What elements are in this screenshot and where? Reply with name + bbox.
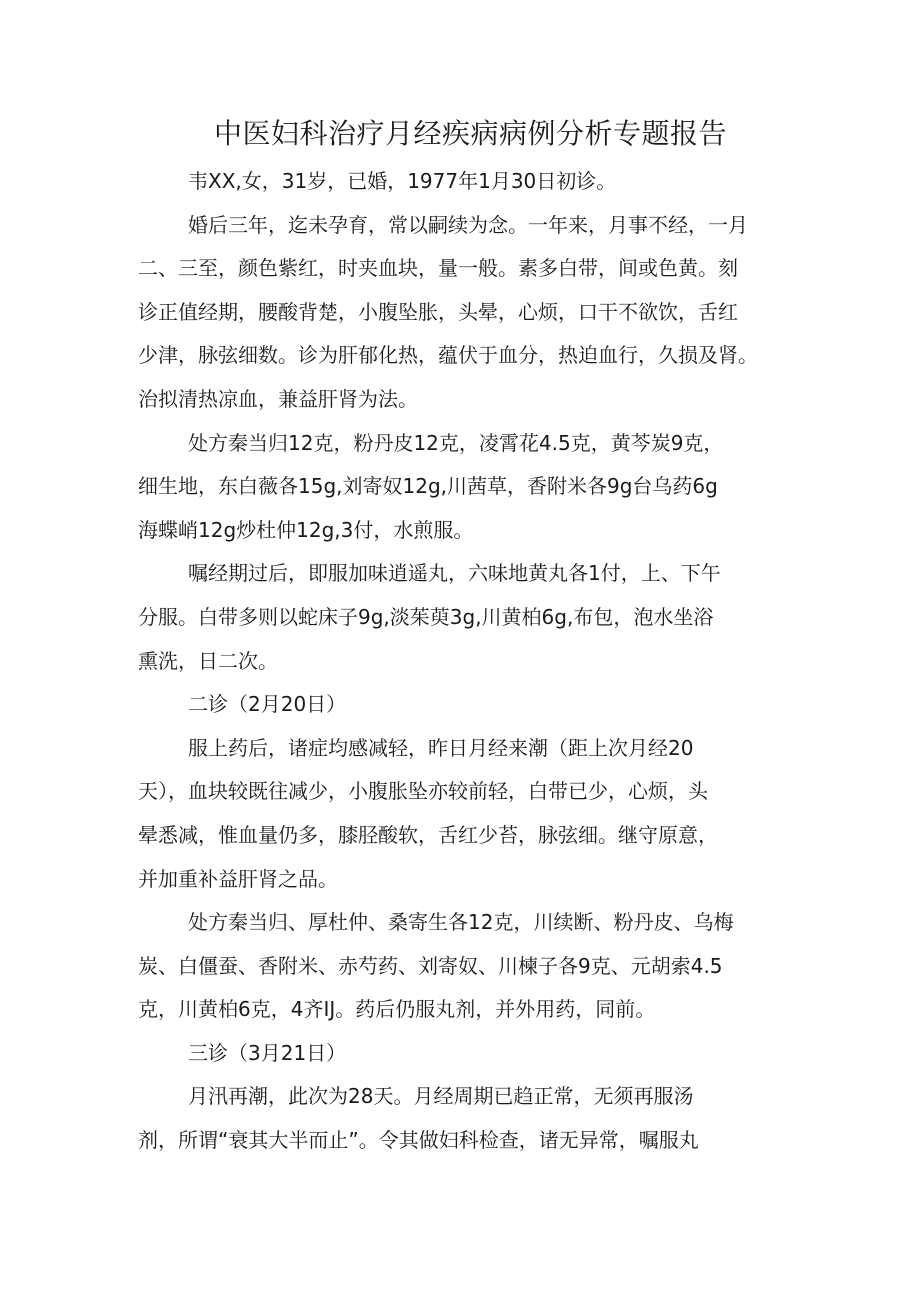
text-line: 炭、白僵蚕、香附米、赤芍药、刘寄奴、川楝子各9克、元胡索4.5 xyxy=(138,953,723,978)
text-line: 婚后三年，迄未孕育，常以嗣续为念。一年来，月事不经，一月 xyxy=(188,212,748,237)
paragraph-history xyxy=(138,204,788,422)
paragraph-second-visit-heading xyxy=(138,683,788,727)
document-title: 中医妇科治疗月经疾病病例分析专题报告 xyxy=(214,117,728,150)
paragraph-second-visit xyxy=(138,727,788,901)
paragraph-prescription-1 xyxy=(138,422,788,553)
paragraph-third-visit-heading xyxy=(138,1032,788,1076)
paragraph-instructions xyxy=(138,552,788,683)
text-line: 处方秦当归12克，粉丹皮12克，凌霄花4.5克，黄芩炭9克， xyxy=(188,430,724,455)
text-line: 三诊（3月21日） xyxy=(188,1040,347,1065)
text-line: 诊正值经期，腰酸背楚，小腹坠胀，头晕，心烦，口干不欲饮，舌红 xyxy=(138,299,738,324)
paragraph-third-visit xyxy=(138,1075,788,1162)
paragraph-prescription-2 xyxy=(138,901,788,1032)
text-line: 嘱经期过后，即服加味逍遥丸，六味地黄丸各1付，上、下午 xyxy=(188,561,721,586)
text-line: 分服。白带多则以蛇床子9g,淡茱萸3g,川黄柏6g,布包，泡水坐浴 xyxy=(138,604,714,629)
text-line: 少津，脉弦细数。诊为肝郁化热，蕴伏于血分，热迫血行，久损及肾。 xyxy=(138,343,758,368)
text-line: 并加重补益肝肾之品。 xyxy=(138,866,338,891)
text-line: 海蝶峭12g炒杜仲12g,3付，水煎服。 xyxy=(138,517,474,542)
text-line: 处方秦当归、厚杜仲、桑寄生各12克，川续断、粉丹皮、乌梅 xyxy=(188,910,734,935)
text-line: 月汛再潮，此次为28天。月经周期已趋正常，无须再服汤 xyxy=(188,1084,694,1109)
document-body xyxy=(138,160,788,1163)
text-line: 二诊（2月20日） xyxy=(188,692,347,717)
text-line: 二、三至，颜色紫红，时夹血块，量一般。素多白带，间或色黄。刻 xyxy=(138,256,738,281)
paragraph-patient-info xyxy=(138,160,788,204)
text-line: 熏洗，日二次。 xyxy=(138,648,278,673)
text-line: 剂，所谓“衰其大半而止”。令其做妇科检查，诸无异常，嘱服丸 xyxy=(138,1128,699,1153)
text-line: 韦XX,女，31岁，已婚，1977年1月30日初诊。 xyxy=(188,169,617,193)
text-line: 晕悉减，惟血量仍多，膝胫酸软，舌红少苔，脉弦细。继守原意， xyxy=(138,822,718,847)
text-line: 服上药后，诸症均感减轻，昨日月经来潮（距上次月经20 xyxy=(188,735,694,760)
text-line: 天），血块较既往减少，小腹胀坠亦较前轻，白带已少，心烦，头 xyxy=(138,779,708,804)
text-line: 克，川黄柏6克，4齐IJ。药后仍服丸剂，并外用药，同前。 xyxy=(138,997,656,1022)
text-line: 细生地，东白薇各15g,刘寄奴12g,川茜草，香附米各9g台乌药6g xyxy=(138,474,718,499)
text-line: 治拟清热凉血，兼益肝肾为法。 xyxy=(138,386,418,411)
